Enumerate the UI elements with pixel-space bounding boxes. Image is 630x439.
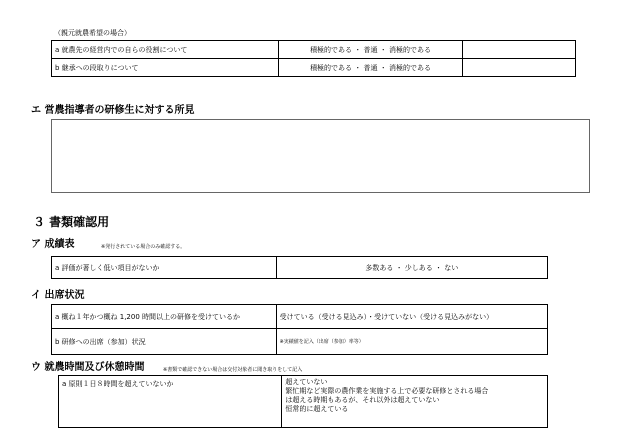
grades-label: a 評価が著しく低い項目がないか — [52, 257, 277, 279]
grades-title: ア 成績表 — [31, 239, 75, 250]
row-options[interactable]: 積極的である ・ 普通 ・ 消極的である — [278, 41, 463, 59]
attendance-table — [51, 304, 548, 355]
table-row — [52, 257, 548, 279]
table-row — [52, 329, 548, 355]
instructor-comment-box[interactable] — [51, 119, 590, 193]
worktime-label: a 原則１日８時間を超えていないか — [59, 376, 282, 428]
section3-title: ３ 書類確認用 — [33, 215, 110, 229]
row-note-cell[interactable] — [463, 59, 576, 77]
attendance-value-b[interactable]: ※実績値を記入（出席（参加）率等） — [276, 329, 547, 355]
worktime-option[interactable]: 恒常的に超えている — [285, 405, 349, 413]
grades-note: ※発行されている場合のみ確認する。 — [101, 244, 186, 250]
worktime-option[interactable]: 繁忙期など実際の農作業を実施する上で必要な研修とされる場合 — [285, 387, 489, 395]
attendance-title: イ 出席状況 — [31, 290, 85, 301]
attendance-label-a: a 概ね１年かつ概ね 1,200 時間以上の研修を受けているか — [52, 305, 277, 329]
row-label: a 就農先の経営内での自らの役割について — [52, 41, 279, 59]
row-label: b 継承への段取りについて — [52, 59, 279, 77]
table-row — [59, 376, 548, 428]
worktime-option[interactable]: は超える時期もあるが、それ以外は超えていない — [285, 396, 440, 404]
row-options[interactable]: 積極的である ・ 普通 ・ 消極的である — [278, 59, 463, 77]
parent-section-table — [51, 40, 576, 77]
worktime-table — [58, 375, 548, 428]
attendance-value-a[interactable]: 受けている（受ける見込み）・受けていない（受ける見込みがない） — [276, 305, 547, 329]
parent-section-title: （親元就農希望の場合） — [54, 29, 131, 37]
section-e-title: エ 営農指導者の研修生に対する所見 — [31, 105, 195, 116]
table-row — [52, 41, 576, 59]
row-note-cell[interactable] — [463, 41, 576, 59]
table-row — [52, 59, 576, 77]
worktime-options[interactable] — [282, 376, 548, 428]
grades-table — [51, 256, 548, 279]
worktime-option[interactable]: 超えていない — [285, 378, 328, 386]
grades-options[interactable]: 多数ある ・ 少しある ・ ない — [276, 257, 547, 279]
table-row — [52, 305, 548, 329]
worktime-title: ウ 就農時間及び休憩時間 — [31, 362, 145, 373]
worktime-note: ※書類で確認できない場合は交付対象者に聞き取りをして記入 — [163, 367, 303, 373]
attendance-label-b: b 研修への出席（参加）状況 — [52, 329, 277, 355]
